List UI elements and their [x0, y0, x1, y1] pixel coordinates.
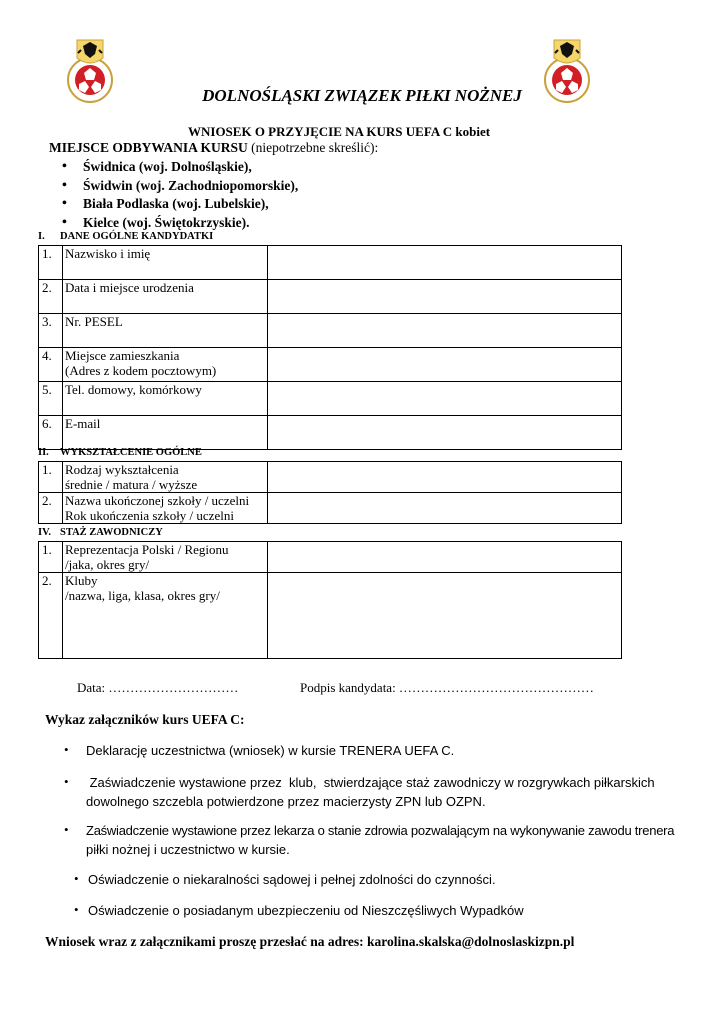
attachment-item: Oświadczenie o niekaralności sądowej i pełnej zdolności do czynności. — [88, 872, 496, 887]
course-location-list — [62, 158, 298, 232]
row-number: 3. — [39, 314, 63, 348]
table-row — [39, 493, 622, 524]
row-label: Nazwisko i imię — [63, 246, 268, 280]
course-location-item[interactable]: • Kielce (woj. Świętokrzyskie). — [62, 214, 298, 233]
row-label: Kluby /nazwa, liga, klasa, okres gry/ — [63, 573, 268, 659]
row-label: E-mail — [63, 416, 268, 450]
course-location-item[interactable]: • Świdnica (woj. Dolnośląskie), — [62, 158, 298, 177]
row-label: Rodzaj wykształcenia średnie / matura / wyższe — [63, 462, 268, 493]
signature-field[interactable]: Podpis kandydata: ……………………………………… — [300, 680, 594, 695]
section-2-table — [38, 461, 622, 524]
attachment-item: Zaświadczenie wystawione przez klub, stwierdzające staż zawodniczy w rozgrywkach piłkarskich dowolnego szczebla potwierdzone przez macierzysty ZPN lub OZPN. — [86, 775, 655, 809]
table-row — [39, 348, 622, 382]
course-location-item[interactable]: • Biała Podlaska (woj. Lubelskie), — [62, 195, 298, 214]
section-4-title: STAŻ ZAWODNICZY — [60, 527, 163, 538]
course-place-note: (niepotrzebne skreślić): — [247, 140, 379, 155]
clubs-field[interactable] — [268, 573, 622, 659]
email-field[interactable] — [268, 416, 622, 450]
row-label: Nr. PESEL — [63, 314, 268, 348]
address-field[interactable] — [268, 348, 622, 382]
section-1-title: DANE OGÓLNE KANDYDATKI — [60, 231, 214, 242]
row-label: Nazwa ukończonej szkoły / uczelni Rok ukończenia szkoły / uczelni — [63, 493, 268, 524]
row-number: 5. — [39, 382, 63, 416]
birth-date-place-field[interactable] — [268, 280, 622, 314]
table-row — [39, 280, 622, 314]
education-type-field[interactable] — [268, 462, 622, 493]
table-row — [39, 542, 622, 573]
row-number: 2. — [39, 493, 63, 524]
page-title: DOLNOŚLĄSKI ZWIĄZEK PIŁKI NOŻNEJ — [202, 86, 522, 105]
attachment-item: Deklarację uczestnictwa (wniosek) w kursie TRENERA UEFA C. — [86, 743, 455, 758]
date-field[interactable]: Data: ………………………… — [77, 680, 239, 695]
submission-instructions: Wniosek wraz z załącznikami proszę przesłać na adres: karolina.skalska@dolnoslaskizpn.pl — [45, 934, 575, 949]
bullet-icon: • — [64, 742, 69, 757]
bullet-icon: • — [74, 871, 79, 886]
course-location-item[interactable]: • Świdwin (woj. Zachodniopomorskie), — [62, 177, 298, 196]
table-row — [39, 314, 622, 348]
attachment-item: Oświadczenie o posiadanym ubezpieczeniu od Nieszczęśliwych Wypadków — [88, 903, 524, 918]
row-number: 1. — [39, 462, 63, 493]
row-label: Data i miejsce urodzenia — [63, 280, 268, 314]
name-field[interactable] — [268, 246, 622, 280]
course-place-label: MIEJSCE ODBYWANIA KURSU — [49, 140, 248, 155]
table-row — [39, 573, 622, 659]
attachments-heading: Wykaz załączników kurs UEFA C: — [45, 712, 245, 727]
section-4-table — [38, 541, 622, 659]
section-2-number: II. — [38, 447, 49, 458]
section-1-table — [38, 245, 622, 450]
section-1-heading — [38, 231, 213, 242]
row-number: 6. — [39, 416, 63, 450]
bullet-icon: • — [64, 774, 69, 789]
school-field[interactable] — [268, 493, 622, 524]
form-subtitle: WNIOSEK O PRZYJĘCIE NA KURS UEFA C kobiet — [188, 124, 491, 139]
section-4-number: IV. — [38, 527, 51, 538]
course-place-heading — [49, 140, 378, 156]
row-label: Miejsce zamieszkania (Adres z kodem pocztowym) — [63, 348, 268, 382]
table-row — [39, 382, 622, 416]
row-number: 2. — [39, 280, 63, 314]
row-number: 1. — [39, 246, 63, 280]
table-row — [39, 462, 622, 493]
row-number: 4. — [39, 348, 63, 382]
row-label: Reprezentacja Polski / Regionu /jaka, okres gry/ — [63, 542, 268, 573]
pesel-field[interactable] — [268, 314, 622, 348]
row-number: 1. — [39, 542, 63, 573]
section-2-heading — [38, 447, 202, 458]
bullet-icon: • — [64, 822, 69, 837]
phone-field[interactable] — [268, 382, 622, 416]
table-row — [39, 246, 622, 280]
table-row — [39, 416, 622, 450]
row-number: 2. — [39, 573, 63, 659]
bullet-icon: • — [74, 902, 79, 917]
national-team-field[interactable] — [268, 542, 622, 573]
section-1-number: I. — [38, 231, 45, 242]
section-4-heading — [38, 527, 163, 538]
row-label: Tel. domowy, komórkowy — [63, 382, 268, 416]
section-2-title: WYKSZTAŁCENIE OGÓLNE — [60, 447, 202, 458]
attachment-item: Zaświadczenie wystawione przez lekarza o stanie zdrowia pozwalającym na wykonywanie zawodu trenera piłki nożnej i uczestnictwo w kursie. — [86, 823, 675, 857]
